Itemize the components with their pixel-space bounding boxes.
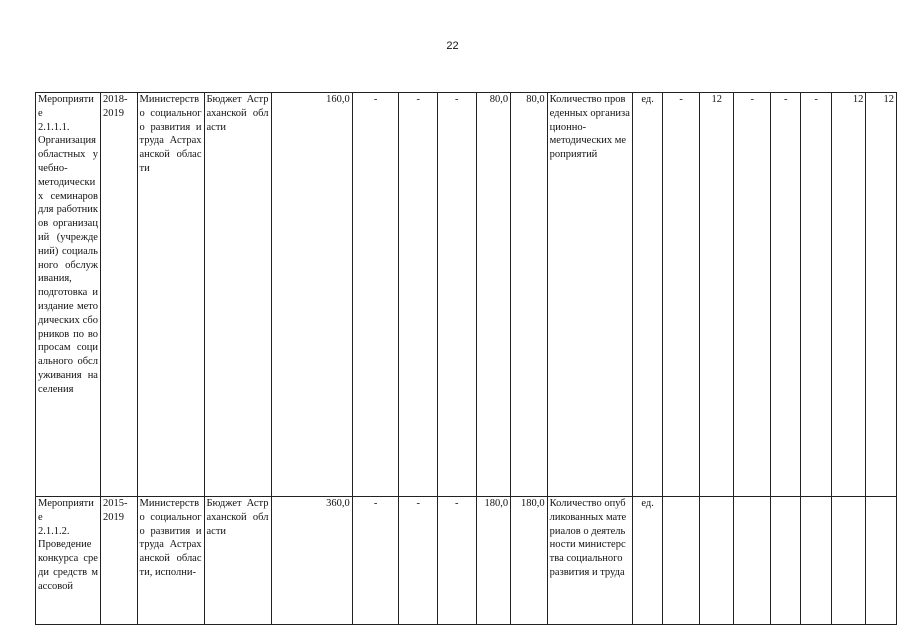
indicator-value-cell: -: [734, 93, 771, 497]
indicator-value-cell: -: [771, 93, 801, 497]
page-number: 22: [446, 40, 459, 52]
amount-cell: 180,0: [476, 497, 511, 625]
indicator-value-cell: [734, 497, 771, 625]
total-amount-cell: 160,0: [271, 93, 352, 497]
unit-cell: ед.: [632, 497, 662, 625]
years-cell: 2018- 2019: [100, 93, 137, 497]
table-row: [36, 93, 897, 497]
indicator-value-cell: [801, 497, 831, 625]
amount-cell: -: [438, 497, 477, 625]
indicator-cell: Количество проведенных организационно- методических мероприятий: [547, 93, 632, 497]
executor-cell: Министерство социального развития и труда Астраханской области, исполни-: [137, 497, 204, 625]
indicator-value-cell: -: [801, 93, 831, 497]
indicator-value-cell: 12: [866, 93, 897, 497]
amount-cell: -: [438, 93, 477, 497]
amount-cell: 180,0: [511, 497, 548, 625]
indicator-value-cell: [771, 497, 801, 625]
table-row: [36, 497, 897, 625]
indicator-cell: Количество опубликованных материалов о деятельности министерства социального развития и труда: [547, 497, 632, 625]
event-name-cell: Мероприятие 2.1.1.1. Организация областных учебно- методических семинаров для работников организаций (учреждений) социального обслуживания, подготовка и издание методических сборников по вопросам социального обслуживания населения: [36, 93, 101, 497]
amount-cell: -: [352, 93, 399, 497]
indicator-value-cell: [866, 497, 897, 625]
indicator-value-cell: [663, 497, 700, 625]
executor-cell: Министерство социального развития и труда Астраханской области: [137, 93, 204, 497]
funding-source-cell: Бюджет Астраханской области: [204, 93, 271, 497]
event-name-cell: Мероприятие 2.1.1.2. Проведение конкурса среди средств массовой: [36, 497, 101, 625]
indicator-value-cell: 12: [831, 93, 866, 497]
indicator-value-cell: -: [663, 93, 700, 497]
amount-cell: -: [399, 497, 438, 625]
indicator-value-cell: 12: [699, 93, 734, 497]
amount-cell: 80,0: [511, 93, 548, 497]
unit-cell: ед.: [632, 93, 662, 497]
amount-cell: 80,0: [476, 93, 511, 497]
years-cell: 2015- 2019: [100, 497, 137, 625]
amount-cell: -: [352, 497, 399, 625]
program-activities-table: [35, 92, 897, 625]
indicator-value-cell: [699, 497, 734, 625]
indicator-value-cell: [831, 497, 866, 625]
funding-source-cell: Бюджет Астраханской области: [204, 497, 271, 625]
total-amount-cell: 360,0: [271, 497, 352, 625]
amount-cell: -: [399, 93, 438, 497]
